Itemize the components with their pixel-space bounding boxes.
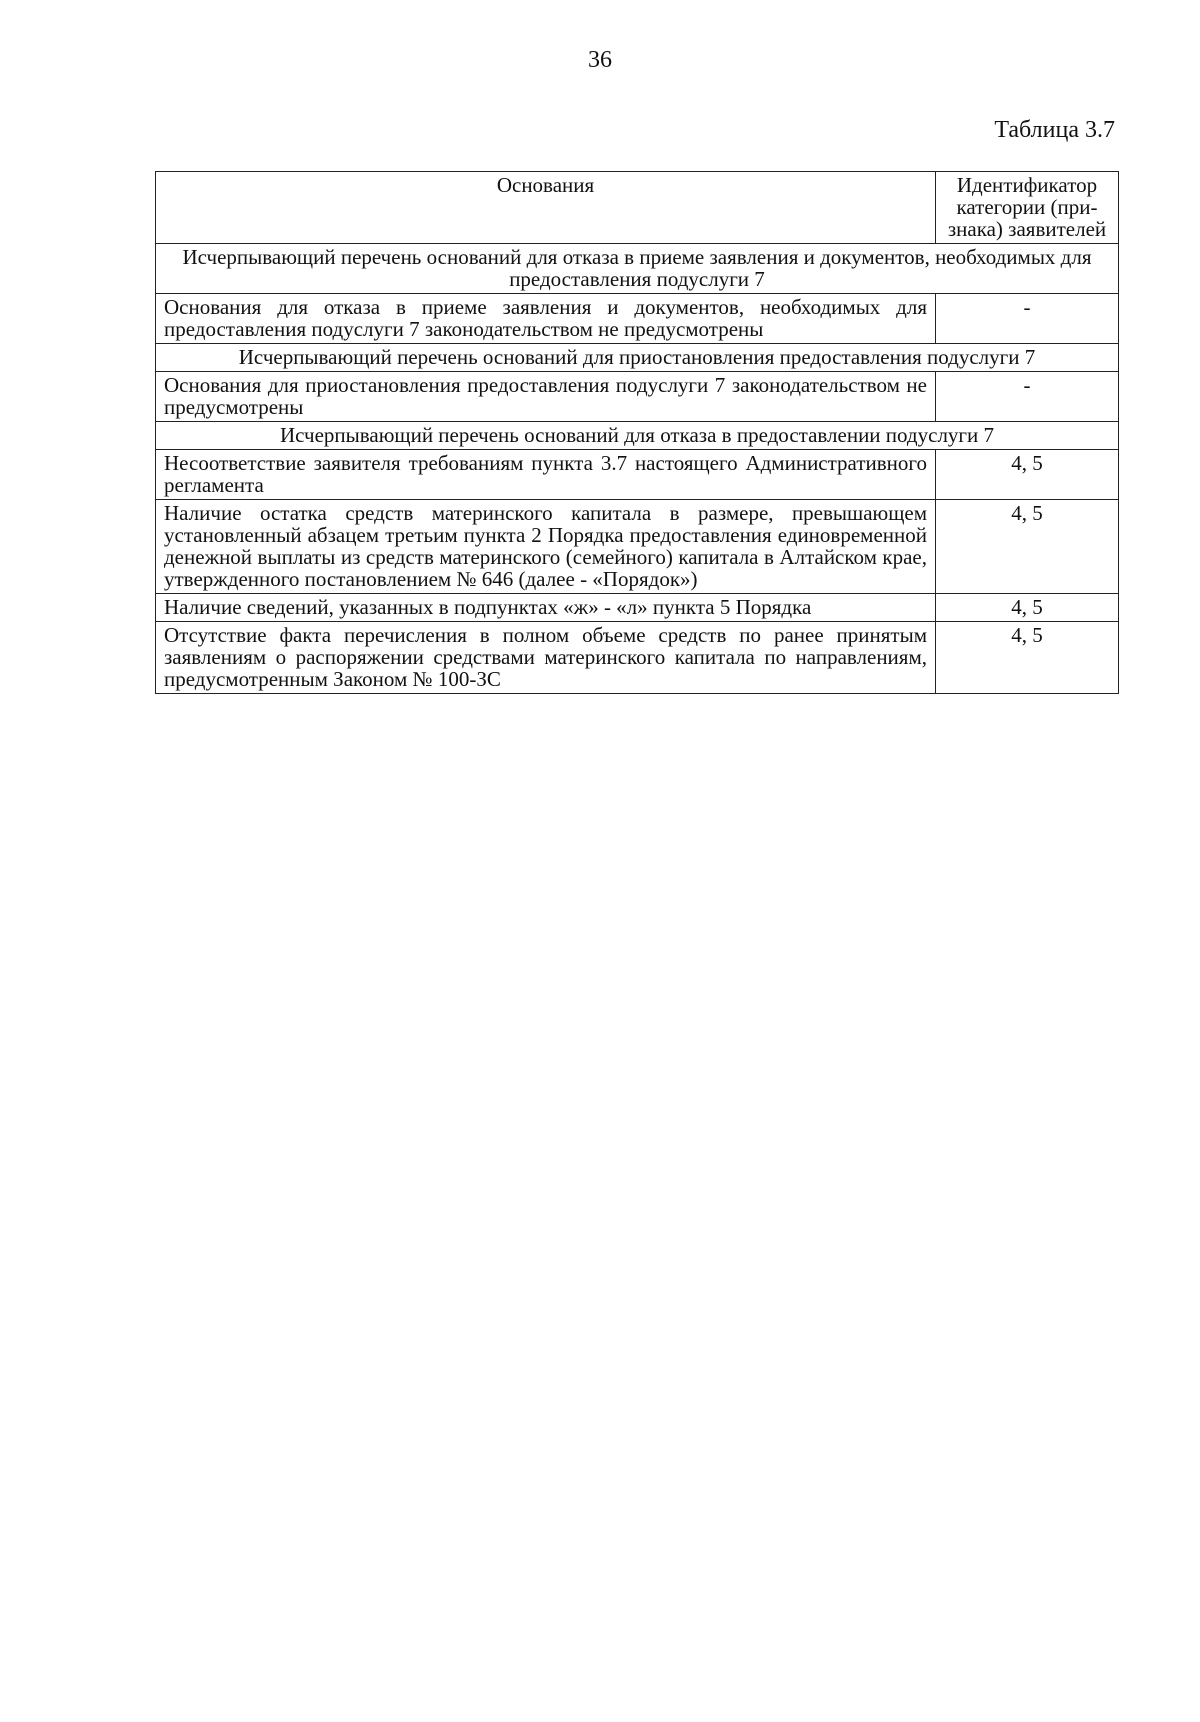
- identifier-cell: -: [936, 294, 1119, 344]
- table-row: [156, 622, 1119, 694]
- identifier-cell: 4, 5: [936, 450, 1119, 500]
- section-title-reception-refusal: Исчерпывающий перечень оснований для отказа в приеме заявления и документов, необходимых для предоставления подуслуги 7: [156, 244, 1119, 294]
- table-row: [156, 372, 1119, 422]
- section-header-row: [156, 244, 1119, 294]
- table-row: [156, 450, 1119, 500]
- reason-cell: Основания для приостановления предоставления подуслуги 7 законодательством не предусмотрены: [156, 372, 936, 422]
- grounds-table: [155, 171, 1119, 694]
- page-number: 36: [588, 47, 612, 73]
- section-header-row: [156, 422, 1119, 450]
- section-title-service-refusal: Исчерпывающий перечень оснований для отказа в предоставлении подуслуги 7: [156, 422, 1119, 450]
- column-header-grounds: Основания: [156, 172, 936, 244]
- identifier-cell: 4, 5: [936, 622, 1119, 694]
- identifier-cell: -: [936, 372, 1119, 422]
- reason-cell: Основания для отказа в приеме заявления и документов, необходимых для предоставления подуслуги 7 законодательством не предусмотрены: [156, 294, 936, 344]
- table-row: [156, 294, 1119, 344]
- identifier-cell: 4, 5: [936, 500, 1119, 594]
- table-row: [156, 594, 1119, 622]
- section-header-row: [156, 344, 1119, 372]
- reason-cell: Несоответствие заявителя требованиям пункта 3.7 настоящего Административного регламента: [156, 450, 936, 500]
- column-header-identifier: Идентификатор категории (признака) заявителей: [936, 172, 1119, 244]
- identifier-cell: 4, 5: [936, 594, 1119, 622]
- table-header-row: [156, 172, 1119, 244]
- reason-cell: Наличие остатка средств материнского капитала в размере, превышающем установленный абзацем третьим пункта 2 Порядка предоставления единовременной денежной выплаты из средств материнского (семейного) капитала в Алтайском крае, утвержденного постановлением № 646 (далее - «Порядок»): [156, 500, 936, 594]
- section-title-suspension: Исчерпывающий перечень оснований для приостановления предоставления подуслуги 7: [156, 344, 1119, 372]
- reason-cell: Наличие сведений, указанных в подпунктах «ж» - «л» пункта 5 Порядка: [156, 594, 936, 622]
- reason-cell: Отсутствие факта перечисления в полном объеме средств по ранее принятым заявлениям о распоряжении средствами материнского капитала по направлениям, предусмотренным Законом № 100-ЗС: [156, 622, 936, 694]
- table-caption: Таблица 3.7: [994, 117, 1115, 143]
- table-row: [156, 500, 1119, 594]
